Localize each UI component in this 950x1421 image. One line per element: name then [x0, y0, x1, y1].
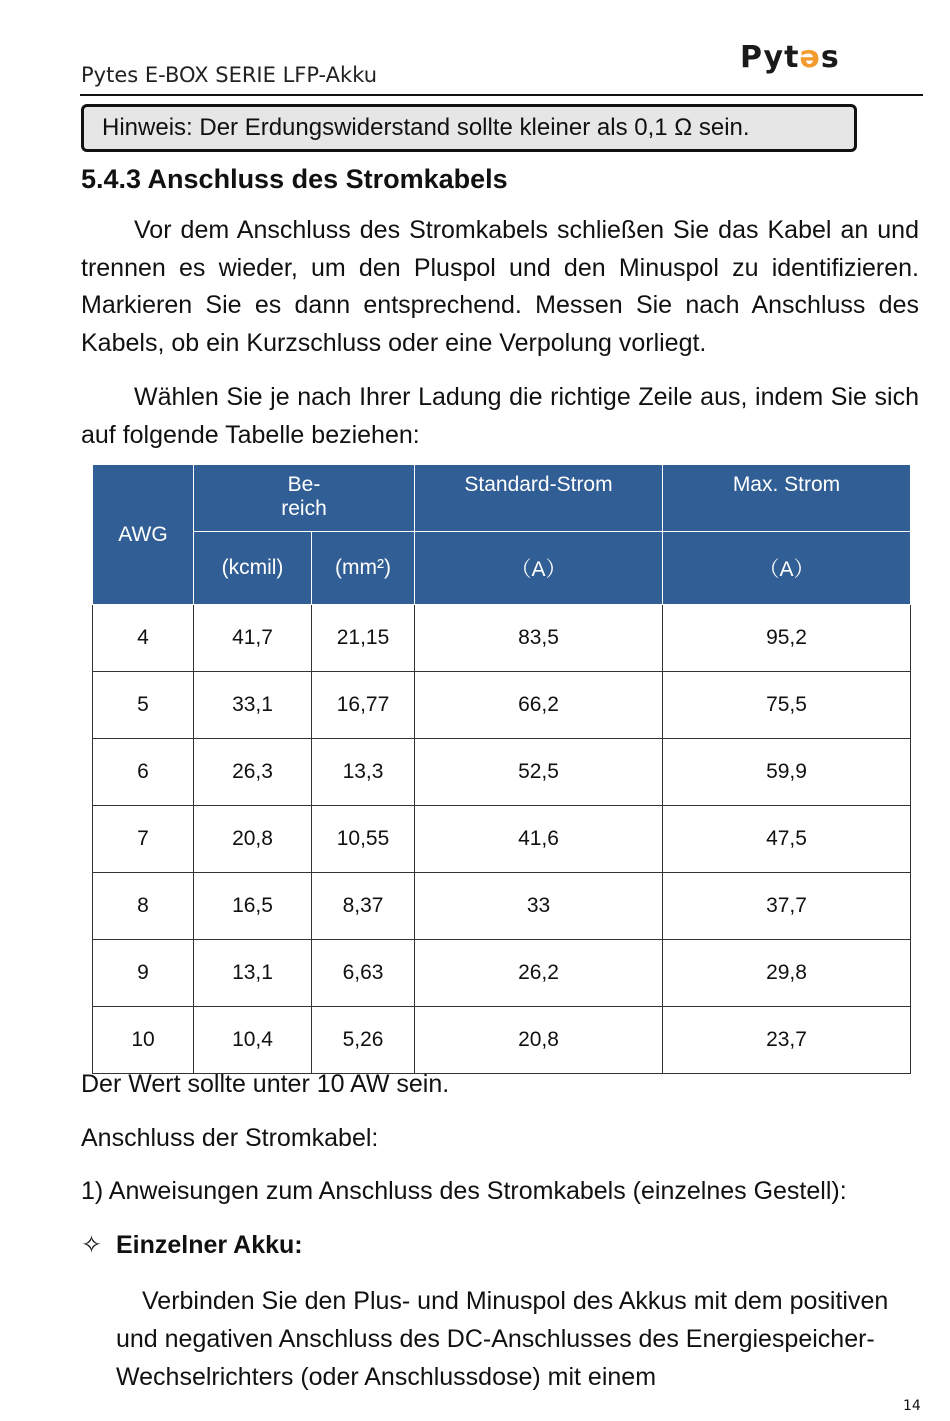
cell-kcmil: 33,1: [194, 672, 312, 739]
section-title: 5.4.3 Anschluss des Stromkabels: [81, 164, 508, 194]
table-row: [93, 605, 911, 672]
cell-max-strom: 59,9: [663, 739, 911, 806]
cell-max-strom: 23,7: [663, 1007, 911, 1074]
value-note: Der Wert sollte unter 10 AW sein.: [81, 1070, 450, 1098]
cell-awg: 6: [93, 739, 194, 806]
subheader-mm2: (mm²): [312, 532, 415, 605]
cell-max-strom: 47,5: [663, 806, 911, 873]
body-paragraph: [116, 1282, 906, 1396]
cell-kcmil: 41,7: [194, 605, 312, 672]
awg-table: [92, 464, 911, 1074]
paragraph-intro-text: Vor dem Anschluss des Stromkabels schließen Sie das Kabel an und trennen es wieder, um den Pluspol und den Minuspol zu identifizieren. Markieren Sie es dann entsprechend. Messen Sie nach Anschluss des Kabels, ob ein Kurzschluss oder eine Verpolung vorliegt.: [81, 216, 919, 357]
table-row: [93, 672, 911, 739]
cell-awg: 4: [93, 605, 194, 672]
cable-heading: Anschluss der Stromkabel:: [81, 1124, 379, 1152]
logo-text-start: Pyt: [740, 40, 800, 75]
cell-kcmil: 13,1: [194, 940, 312, 1007]
paragraph-table-ref-text: Wählen Sie je nach Ihrer Ladung die richtige Zeile aus, indem Sie sich auf folgende Tabelle beziehen:: [81, 383, 919, 449]
header-divider: [80, 94, 923, 96]
body-paragraph-text: Verbinden Sie den Plus- und Minuspol des Akkus mit dem positiven und negativen Anschluss des DC-Anschlusses des Energiespeicher-Wechselrichters (oder Anschlussdose) mit einem: [116, 1287, 889, 1391]
cell-standard-strom: 83,5: [415, 605, 663, 672]
cell-standard-strom: 41,6: [415, 806, 663, 873]
logo-text-end: s: [820, 40, 840, 75]
cell-awg: 7: [93, 806, 194, 873]
paragraph-table-ref: [81, 379, 919, 454]
cell-kcmil: 10,4: [194, 1007, 312, 1074]
paragraph-intro: [81, 212, 919, 362]
header-max-strom: Max. Strom: [663, 465, 911, 532]
header-title: Pytes E-BOX SERIE LFP-Akku: [81, 63, 378, 87]
table-row: [93, 873, 911, 940]
subheading-text: Einzelner Akku:: [116, 1231, 303, 1259]
cell-max-strom: 95,2: [663, 605, 911, 672]
cell-awg: 10: [93, 1007, 194, 1074]
subheader-ampere-max: （A）: [663, 532, 911, 605]
table-row: [93, 806, 911, 873]
header-bereich-line2: reich: [281, 497, 327, 520]
cell-standard-strom: 66,2: [415, 672, 663, 739]
note-box: Hinweis: Der Erdungswiderstand sollte kleiner als 0,1 Ω sein.: [81, 104, 857, 152]
cell-max-strom: 75,5: [663, 672, 911, 739]
cell-mm2: 16,77: [312, 672, 415, 739]
header-standard-strom: Standard-Strom: [415, 465, 663, 532]
table-row: [93, 1007, 911, 1074]
subheader-kcmil: (kcmil): [194, 532, 312, 605]
diamond-bullet-icon: ✧: [81, 1231, 102, 1259]
subheader-ampere-standard: （A）: [415, 532, 663, 605]
brand-logo: [740, 40, 840, 75]
cell-mm2: 6,63: [312, 940, 415, 1007]
cell-max-strom: 37,7: [663, 873, 911, 940]
cell-kcmil: 16,5: [194, 873, 312, 940]
cell-standard-strom: 20,8: [415, 1007, 663, 1074]
cell-standard-strom: 26,2: [415, 940, 663, 1007]
cell-mm2: 13,3: [312, 739, 415, 806]
cell-mm2: 8,37: [312, 873, 415, 940]
cell-standard-strom: 52,5: [415, 739, 663, 806]
cell-max-strom: 29,8: [663, 940, 911, 1007]
cell-kcmil: 26,3: [194, 739, 312, 806]
cell-mm2: 5,26: [312, 1007, 415, 1074]
cell-mm2: 21,15: [312, 605, 415, 672]
header-bereich-line1: Be-: [287, 473, 321, 496]
subheading-single-battery: [81, 1230, 303, 1260]
header-bereich: [194, 465, 415, 532]
cell-kcmil: 20,8: [194, 806, 312, 873]
cell-mm2: 10,55: [312, 806, 415, 873]
cell-awg: 5: [93, 672, 194, 739]
instruction-item: 1) Anweisungen zum Anschluss des Stromkabels (einzelnes Gestell):: [81, 1177, 847, 1205]
cell-awg: 9: [93, 940, 194, 1007]
cell-standard-strom: 33: [415, 873, 663, 940]
header-awg: AWG: [93, 465, 194, 605]
cell-awg: 8: [93, 873, 194, 940]
table-row: [93, 940, 911, 1007]
table-row: [93, 739, 911, 806]
logo-accent-letter: ə: [799, 40, 821, 75]
page-number: 14: [903, 1398, 921, 1414]
